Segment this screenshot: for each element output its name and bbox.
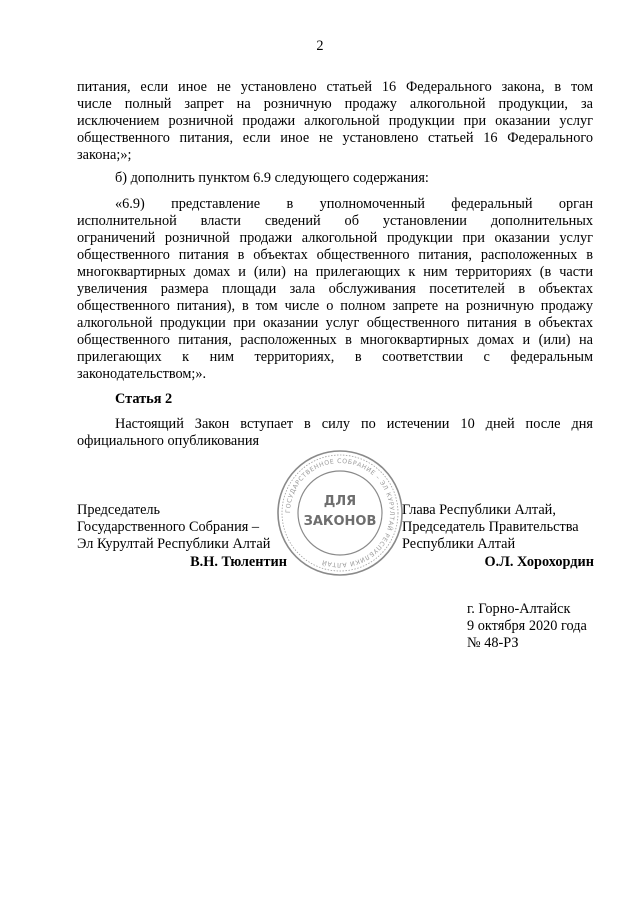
text-line: «6.9) представление в уполномоченный федеральный орган: [115, 196, 593, 212]
signatory-right: [402, 502, 594, 571]
text-line: алкогольной продукции при оказании услуг общественного питания в объектах: [77, 315, 593, 331]
text-line: Настоящий Закон вступает в силу по истечении 10 дней после дня: [115, 416, 593, 432]
text-line: общественного питания, расположенных в многоквартирных домах и (или) на: [77, 332, 593, 348]
text-line: ограничений розничной продажи алкогольной продукции при оказании услуг: [77, 230, 593, 246]
text-line: официального опубликования: [77, 433, 260, 449]
place-date-block: [467, 601, 607, 653]
signatory-name: В.Н. Тюлентин: [190, 553, 287, 570]
signatory-title-line: Государственного Собрания –: [77, 519, 260, 536]
signatory-title-line: Председатель Правительства: [402, 519, 579, 536]
text-line: исключением розничной продажи алкогольной продукции при оказании услуг: [77, 113, 593, 129]
seal-text-line2: ЗАКОНОВ: [303, 514, 377, 529]
page-number: 2: [316, 38, 324, 54]
signatory-title-line: Глава Республики Алтай,: [402, 502, 556, 518]
date: 9 октября 2020 года: [467, 618, 587, 635]
article-heading: Статья 2: [115, 391, 173, 407]
law-number: № 48-РЗ: [467, 635, 519, 652]
official-seal: [275, 448, 405, 578]
text-line: увеличения размера площади зала обслуживания посетителей в объектах: [77, 281, 593, 297]
signatory-title-line: Председатель: [77, 502, 161, 518]
seal-text-line1: ДЛЯ: [323, 494, 357, 509]
text-line: законодательством;».: [77, 366, 207, 382]
text-line: исполнительной власти сведений об установлении дополнительных: [77, 213, 593, 229]
text-line: общественного питания), в том числе о полном запрете на розничную продажу: [77, 298, 593, 314]
signatory-left: [77, 502, 287, 571]
signatory-title-line: Эл Курултай Республики Алтай: [77, 536, 271, 553]
text-line: закона;»;: [77, 147, 132, 163]
paragraph-amendment-b: б) дополнить пунктом 6.9 следующего содержания:: [115, 170, 429, 186]
seal-ring-text: ГОСУДАРСТВЕННОЕ СОБРАНИЕ – ЭЛ КУРУЛТАЙ РЕСПУБЛИКИ АЛТАЙ: [284, 457, 396, 569]
text-line: прилегающих к ним территориях, в соответствии с федеральным: [77, 349, 593, 365]
text-line: питания, если иное не установлено статьей 16 Федерального закона, в том: [77, 79, 593, 95]
signatory-title-line: Республики Алтай: [402, 536, 516, 553]
place: г. Горно-Алтайск: [467, 601, 571, 617]
text-line: многоквартирных домах и (или) на прилегающих к ним территориях (в части: [77, 264, 593, 280]
text-line: общественного питания в объектах общественного питания, расположенных в: [77, 247, 593, 263]
signatory-name: О.Л. Хорохордин: [484, 553, 594, 570]
text-line: числе полный запрет на розничную продажу алкогольной продукции, за: [77, 96, 593, 112]
text-line: общественного питания, если иное не установлено статьей 16 Федерального: [77, 130, 593, 146]
